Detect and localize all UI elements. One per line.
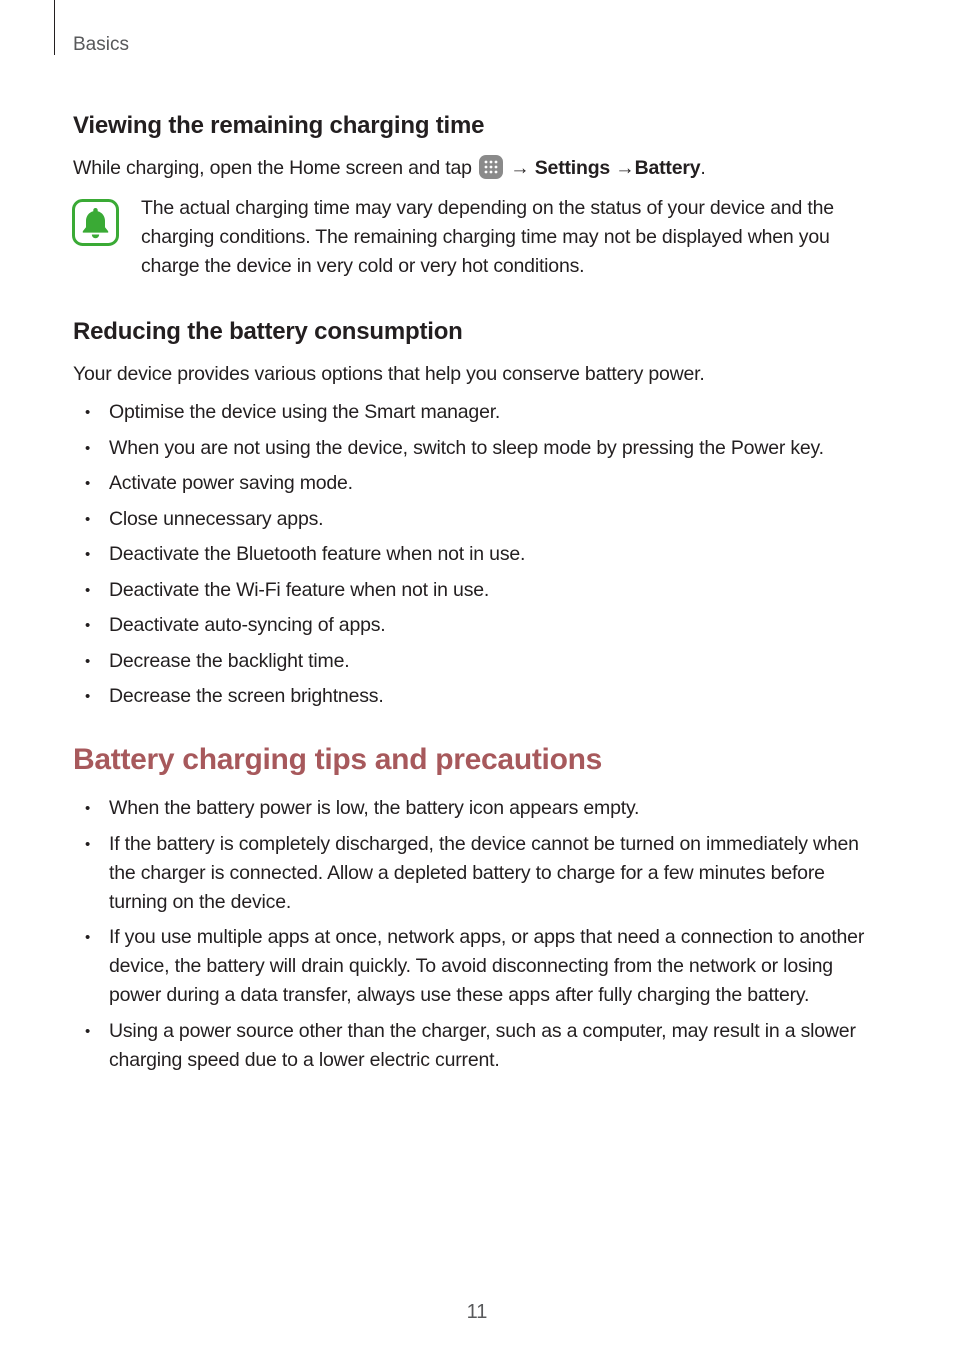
battery-label: Battery [634,157,701,179]
bullet-icon: • [85,546,91,563]
list-item-text: Activate power saving mode. [109,472,353,494]
bullet-icon: • [85,404,91,421]
section-title-charging-tips: Battery charging tips and precautions [73,743,603,776]
list-item-text: Decrease the screen brightness. [109,685,384,707]
settings-label: Settings [534,157,611,179]
list-item [73,398,873,427]
list-item [73,1017,873,1075]
section-intro: Your device provides various options that help you conserve battery power. [73,363,705,385]
list-item-text: Deactivate the Wi-Fi feature when not in use. [109,578,490,601]
list-item-text: Deactivate auto-syncing of apps. [109,614,386,636]
instruction-end: . [700,157,706,179]
list-item [73,923,873,1010]
bullet-icon: • [85,688,91,705]
arrow-2: → [615,157,635,179]
section-title-reducing-consumption: Reducing the battery consumption [73,318,463,345]
list-item-text: Deactivate the Bluetooth feature when not in use. [109,543,526,565]
consumption-tips-list [73,398,873,711]
list-item-text: Using a power source other than the charger, such as a computer, may result in a slower charging speed due to a lower electric current. [109,1019,856,1071]
list-item-text: Decrease the backlight time. [109,649,350,672]
charging-tips-list [73,794,873,1075]
list-item [73,611,873,640]
list-item [73,540,873,569]
list-item [73,794,873,823]
note-text: The actual charging time may vary depending on the status of your device and the charging conditions. The remaining charging time may not be displayed when you charge the device in very cold or very hot conditions. [141,197,834,277]
section-title-remaining-time: Viewing the remaining charging time [73,112,485,139]
bullet-icon: • [85,652,91,670]
list-item-text: If the battery is completely discharged, the device cannot be turned on immediately when the charger is connected. Allow a depleted battery to charge for a few minutes before turning on the device. [109,832,859,913]
bullet-icon: • [85,835,91,853]
apps-grid-icon [479,155,503,179]
page-number: 11 [466,1301,488,1323]
margin-rule [54,0,55,55]
bullet-icon: • [85,475,91,492]
list-item [73,830,873,917]
list-item-text: When you are not using the device, switch to sleep mode by pressing the Power key. [109,436,824,459]
list-item [73,647,873,676]
list-item [73,469,873,498]
list-item [73,434,873,463]
instruction-lead: While charging, open the Home screen and tap [73,157,472,179]
list-item [73,682,873,711]
list-item-text: Close unnecessary apps. [109,507,324,530]
bullet-icon: • [85,581,91,599]
bell-icon [72,199,119,246]
list-item-text: When the battery power is low, the battery icon appears empty. [109,797,640,819]
chapter-label: Basics [73,34,129,55]
instruction-line [73,154,706,183]
bullet-icon: • [85,800,91,817]
list-item-text: If you use multiple apps at once, network apps, or apps that need a connection to another device, the battery will drain quickly. To avoid disconnecting from the network or losing power during a data transfer, always use these apps after fully charging the battery. [109,926,865,1006]
arrow-1: → [510,157,530,179]
bullet-icon: • [85,439,91,457]
list-item [73,505,873,534]
list-item [73,576,873,605]
bullet-icon: • [85,929,91,946]
bullet-icon: • [85,617,91,634]
list-item-text: Optimise the device using the Smart manager. [109,401,501,423]
bullet-icon: • [85,510,91,528]
bullet-icon: • [85,1022,91,1040]
